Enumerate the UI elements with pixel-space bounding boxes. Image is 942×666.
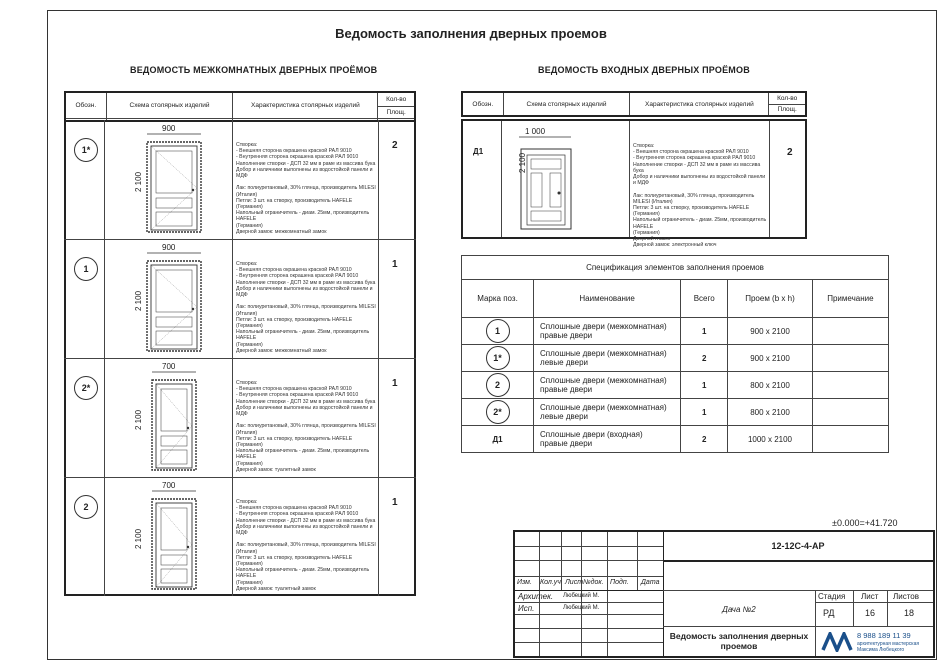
desc-line: Добор и наличники выполнены из водостойкой панели и МДФ <box>236 404 373 418</box>
desc-line: Наполнение створки - ДСП 32 мм в раме из массива бука <box>236 517 376 524</box>
door-qty: 1 <box>392 378 398 389</box>
studio-name-1: архитектурная мастерская <box>857 641 920 647</box>
spec-row <box>462 399 889 426</box>
spec-header-total: Всего <box>681 280 728 318</box>
desc-line: Напольный ограничитель - диам. 25мм, производитель HAFELE <box>633 217 767 230</box>
desc-line: Створка: <box>236 499 258 505</box>
entrance-body <box>461 119 807 249</box>
entrance-heading: ВЕДОМОСТЬ ВХОДНЫХ ДВЕРНЫХ ПРОЁМОВ <box>538 65 750 75</box>
desc-line: Петли: 3 шт. на створку, производитель HAFELE (Германия) <box>633 205 750 218</box>
entrance-mark: Д1 <box>473 147 484 156</box>
spec-header-mark: Марка поз. <box>462 280 534 318</box>
spec-name-line1: Сплошные двери (межкомнатная) <box>540 403 667 412</box>
entrance-qty: 2 <box>787 147 793 158</box>
spec-mark: 2* <box>486 400 510 424</box>
spec-name-line2: левые двери <box>540 358 589 367</box>
door-width: 700 <box>162 481 176 490</box>
desc-line: Лак: полиуретановый, 30% глянца, производитель MILESI (Италия) <box>236 423 376 436</box>
desc-line: Наполнение створки - ДСП 32 мм в раме из массива бука <box>633 161 761 174</box>
stamp-col-kolych: Кол.уч <box>540 579 561 586</box>
stamp-col-list: Лист <box>565 579 584 586</box>
stamp-sheets-value: 18 <box>904 608 915 618</box>
desc-line: Створка: <box>633 143 655 149</box>
desc-line: - Внутренняя сторона окрашена краской РАЛ 9010 <box>236 154 359 161</box>
stamp-name-exec: Любецкий М. <box>563 605 600 611</box>
spec-name-line1: Сплошные двери (межкомнатная) <box>540 376 667 385</box>
col-mark-header: Обозн. <box>65 92 106 118</box>
desc-line: Напольный ограничитель - диам. 25мм, производитель HAFELE <box>236 210 370 223</box>
entrance-col-char: Характеристика столярных изделий <box>630 92 769 116</box>
stamp-stage-value: РД <box>823 608 835 618</box>
desc-line: - Внутренняя сторона окрашена краской РАЛ 9010 <box>236 511 359 518</box>
door-description <box>236 261 376 354</box>
desc-line: - Внутренняя сторона окрашена краской РАЛ 9010 <box>236 273 359 280</box>
stamp-stage-label: Стадия <box>818 592 846 601</box>
door-width: 700 <box>162 362 176 371</box>
entrance-col-scheme: Схема столярных изделий <box>503 92 630 116</box>
entrance-height: 2 100 <box>518 152 527 173</box>
interior-row <box>64 120 416 239</box>
project-code: 12-12С-4-АР <box>771 541 825 551</box>
desc-line: Дверной замок: туалетный замок <box>236 585 316 592</box>
desc-line: (Германия) <box>236 222 263 229</box>
entrance-width: 1 000 <box>525 127 546 136</box>
spec-total: 2 <box>681 345 728 372</box>
desc-line: Створка: <box>236 142 258 148</box>
door-mark: 1 <box>74 257 98 281</box>
spec-header-size: Проем (b x h) <box>728 280 813 318</box>
desc-line: Лак: полиуретановый, 30% глянца, производитель MILESI (Италия) <box>633 192 755 205</box>
interior-row <box>64 239 416 358</box>
stamp-col-sign: Подп. <box>610 579 629 586</box>
spec-mark: 1* <box>486 346 510 370</box>
project-name: Дача №2 <box>722 604 756 614</box>
entrance-table <box>461 91 807 117</box>
desc-line: - Внешняя сторона окрашена краской РАЛ 9010 <box>236 148 352 155</box>
spec-note <box>812 399 888 426</box>
spec-size: 900 x 2100 <box>728 318 813 345</box>
desc-line: Створка: <box>236 261 258 267</box>
spec-name-line1: Сплошные двери (входная) <box>540 430 643 439</box>
spec-size: 1000 x 2100 <box>728 426 813 453</box>
sheet-title: Ведомость заполнения дверных проемов <box>335 26 607 41</box>
studio-phone: 8 988 189 11 39 <box>857 631 911 640</box>
desc-line: (Германия) <box>236 579 263 586</box>
spec-row <box>462 345 889 372</box>
spec-table <box>461 255 889 453</box>
spec-header-name: Наименование <box>534 280 681 318</box>
spec-header-note: Примечание <box>812 280 888 318</box>
spec-mark: 1 <box>486 319 510 343</box>
elevation-mark: ±0.000=+41.720 <box>832 518 898 528</box>
desc-line: Петли: 3 шт. на створку, производитель HAFELE (Германия) <box>236 197 353 211</box>
spec-note <box>812 345 888 372</box>
spec-note <box>812 372 888 399</box>
door-width: 900 <box>162 124 176 133</box>
revision-grid <box>515 532 663 656</box>
door-description <box>236 142 376 235</box>
col-char-header: Характеристика столярных изделий <box>233 92 378 118</box>
stamp-sheet-value: 16 <box>865 608 876 618</box>
desc-line: Дверной глазок <box>633 236 671 243</box>
stamp-col-doc: №док. <box>583 579 604 586</box>
desc-line: Добор и наличники выполнены из водостойкой панели и МДФ <box>633 174 766 187</box>
interior-row <box>64 358 416 477</box>
spec-size: 900 x 2100 <box>728 345 813 372</box>
col-area-header: Площ. <box>378 106 415 118</box>
desc-line: Добор и наличники выполнены из водостойкой панели и МДФ <box>236 166 373 180</box>
desc-line: Напольный ограничитель - диам. 25мм, производитель HAFELE <box>236 329 370 342</box>
desc-line: (Германия) <box>633 229 660 236</box>
spec-row <box>462 372 889 399</box>
spec-name-line1: Сплошные двери (межкомнатная) <box>540 322 667 331</box>
door-mark: 2* <box>74 376 98 400</box>
stamp-sheets-label: Листов <box>893 592 919 601</box>
desc-line: - Внешняя сторона окрашена краской РАЛ 9010 <box>236 505 352 512</box>
door-qty: 2 <box>392 140 398 151</box>
desc-line: Напольный ограничитель - диам. 25мм, производитель HAFELE <box>236 448 370 461</box>
stamp-sheet-label: Лист <box>861 592 879 601</box>
desc-line: Добор и наличники выполнены из водостойкой панели и МДФ <box>236 285 373 299</box>
interior-table <box>64 91 416 122</box>
col-qty-header: Кол-во <box>378 92 415 106</box>
spec-note <box>812 318 888 345</box>
desc-line: - Внутренняя сторона окрашена краской РАЛ 9010 <box>633 155 756 162</box>
stamp-role-exec: Исп. <box>518 604 535 613</box>
desc-line: Дверной замок: межкомнатный замок <box>236 347 327 354</box>
entrance-desc <box>633 143 767 248</box>
desc-line: Наполнение створки - ДСП 32 мм в раме из массива бука <box>236 398 376 405</box>
desc-line: Наполнение створки - ДСП 32 мм в раме из массива бука <box>236 160 376 167</box>
desc-line: Дверной замок: межкомнатный замок <box>236 228 327 235</box>
desc-line: Добор и наличники выполнены из водостойкой панели и МДФ <box>236 523 373 537</box>
desc-line: (Германия) <box>236 341 263 348</box>
spec-size: 800 x 2100 <box>728 399 813 426</box>
spec-name-line2: правые двери <box>540 439 593 448</box>
spec-name-line2: правые двери <box>540 385 593 394</box>
desc-line: Лак: полиуретановый, 30% глянца, производитель MILESI (Италия) <box>236 185 376 198</box>
desc-line: Створка: <box>236 380 258 386</box>
door-description <box>236 499 376 592</box>
desc-line: - Внешняя сторона окрашена краской РАЛ 9010 <box>633 149 749 156</box>
door-height: 2 100 <box>134 290 143 311</box>
spec-mark: Д1 <box>492 434 503 444</box>
spec-title: Спецификация элементов заполнения проемов <box>462 256 889 280</box>
door-height: 2 100 <box>134 171 143 192</box>
spec-total: 1 <box>681 318 728 345</box>
desc-line: Наполнение створки - ДСП 32 мм в раме из массива бука <box>236 279 376 286</box>
desc-line: - Внешняя сторона окрашена краской РАЛ 9010 <box>236 267 352 274</box>
spec-total: 2 <box>681 426 728 453</box>
studio-name-2: Максима Любецкого <box>857 647 905 653</box>
spec-size: 800 x 2100 <box>728 372 813 399</box>
col-scheme-header: Схема столярных изделий <box>106 92 233 118</box>
door-drawing <box>142 489 206 593</box>
spec-total: 1 <box>681 399 728 426</box>
spec-row <box>462 318 889 345</box>
door-drawing <box>142 370 206 474</box>
studio-logo-icon <box>821 632 855 652</box>
stamp-col-izm: Изм. <box>517 579 532 586</box>
desc-line: - Внутренняя сторона окрашена краской РАЛ 9010 <box>236 392 359 399</box>
title-block <box>513 530 935 658</box>
door-qty: 1 <box>392 497 398 508</box>
spec-row <box>462 426 889 453</box>
desc-line: Дверной замок: туалетный замок <box>236 466 316 473</box>
door-mark: 2 <box>74 495 98 519</box>
spec-mark: 2 <box>486 373 510 397</box>
door-drawing <box>142 132 206 236</box>
entrance-col-mark: Обозн. <box>462 92 503 116</box>
spec-name-line2: левые двери <box>540 412 589 421</box>
stamp-role-architect: Архитек. <box>518 592 554 601</box>
spec-name-line1: Сплошные двери (межкомнатная) <box>540 349 667 358</box>
door-drawing <box>142 251 206 355</box>
entrance-col-area: Площ. <box>769 104 806 116</box>
desc-line: (Германия) <box>236 460 263 467</box>
desc-line: Петли: 3 шт. на створку, производитель HAFELE (Германия) <box>236 554 353 568</box>
interior-row <box>64 477 416 596</box>
desc-line: Лак: полиуретановый, 30% глянца, производитель MILESI (Италия) <box>236 542 376 555</box>
desc-line: Дверной замок: электронный ключ <box>633 242 717 249</box>
door-qty: 1 <box>392 259 398 270</box>
stamp-col-date: Дата <box>641 579 660 586</box>
door-height: 2 100 <box>134 409 143 430</box>
doc-title: Ведомость заполнения дверных проемов <box>669 631 809 651</box>
door-description <box>236 380 376 473</box>
desc-line: Напольный ограничитель - диам. 25мм, производитель HAFELE <box>236 567 370 580</box>
interior-heading: ВЕДОМОСТЬ МЕЖКОМНАТНЫХ ДВЕРНЫХ ПРОЁМОВ <box>130 65 378 75</box>
desc-line: Лак: полиуретановый, 30% глянца, производитель MILESI (Италия) <box>236 304 376 317</box>
spec-name-line2: правые двери <box>540 331 593 340</box>
door-height: 2 100 <box>134 528 143 549</box>
door-width: 900 <box>162 243 176 252</box>
entrance-col-qty: Кол-во <box>769 92 806 104</box>
desc-line: Петли: 3 шт. на створку, производитель HAFELE (Германия) <box>236 316 353 330</box>
spec-note <box>812 426 888 453</box>
stamp-name-architect: Любецкий М. <box>563 593 600 599</box>
door-mark: 1* <box>74 138 98 162</box>
desc-line: Петли: 3 шт. на створку, производитель HAFELE (Германия) <box>236 435 353 449</box>
spec-total: 1 <box>681 372 728 399</box>
desc-line: - Внешняя сторона окрашена краской РАЛ 9010 <box>236 386 352 393</box>
